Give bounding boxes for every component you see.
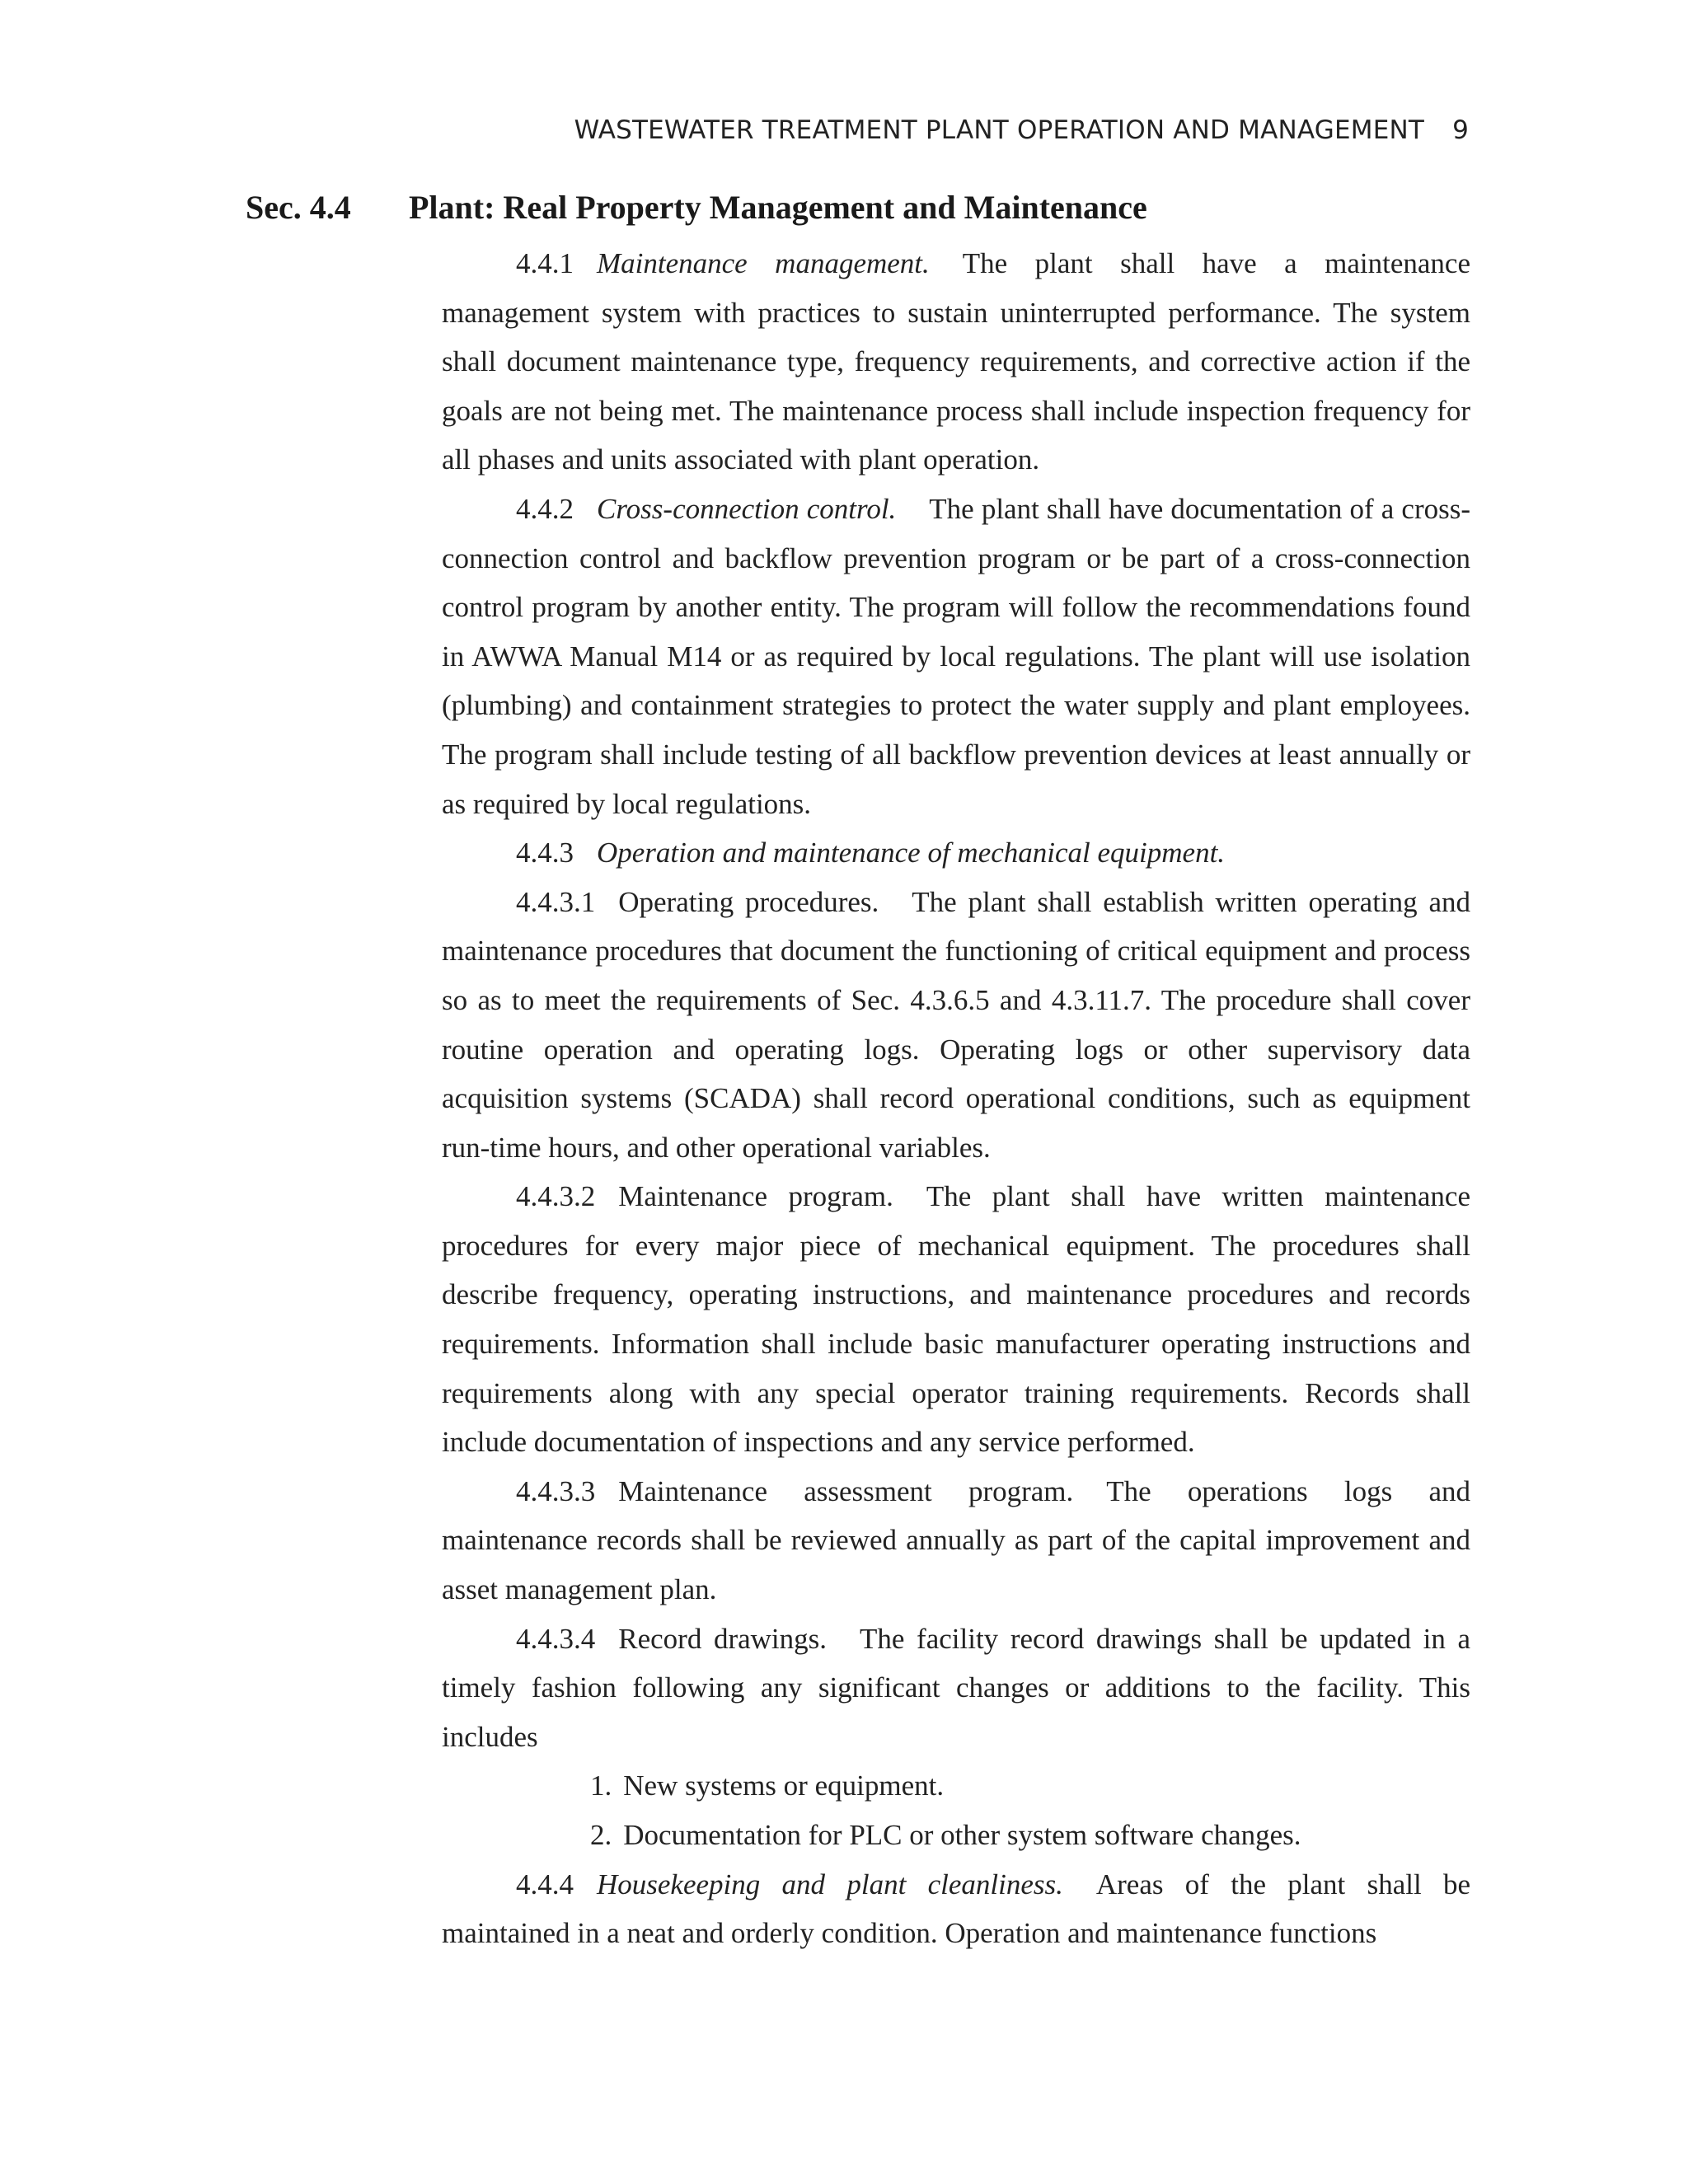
clause-number: 4.4.3.4 (516, 1622, 596, 1655)
clause-heading: Record drawings. (618, 1622, 828, 1655)
clause-heading: Operating procedures. (618, 885, 879, 918)
clause-text: The plant shall have written maintenance procedures for every major piece of mechanical equipment. The procedures shall describe frequency, operating instructions, and maintenance procedures and records requirements. Information shall include basic manufacturer operating instructions and requirements along with any special operator training requirements. Records shall include documentation of inspections and any service performed. (442, 1180, 1471, 1459)
clause-text: The operations logs and maintenance records shall be reviewed annually as part of the capital improvement and asset management plan. (442, 1474, 1470, 1606)
clause-heading: Housekeeping and plant cleanliness. (597, 1868, 1063, 1900)
page-number: 9 (1452, 115, 1469, 145)
clause-text: Areas of the plant shall be maintained in a neat and orderly condition. Operation and maintenance functions (442, 1868, 1471, 1950)
section-body (442, 239, 1470, 1958)
clause-heading: Maintenance management. (597, 247, 930, 279)
clause-number: 4.4.4 (516, 1868, 574, 1900)
running-title: WASTEWATER TREATMENT PLANT OPERATION AND MANAGEMENT (574, 115, 1425, 145)
clause-number: 4.4.3.1 (516, 885, 596, 918)
paragraph-4-4-3-4 (442, 1615, 1470, 1762)
section-title: Plant: Real Property Management and Maintenance (409, 189, 1147, 226)
clause-text: The plant shall have documentation of a cross-connection control and backflow prevention program or be part of a cross-connection control program by another entity. The program will follow the recommendations found in AWWA Manual M14 or as required by local regulations. The plant will use isolation (plumbing) and containment strategies to protect the water supply and plant employees. The program shall include testing of all backflow prevention devices at least annually or as required by local regulations. (442, 492, 1470, 820)
running-header (574, 115, 1469, 145)
clause-number: 4.4.3.3 (516, 1474, 596, 1507)
clause-heading: Maintenance assessment program. (618, 1474, 1074, 1507)
paragraph-4-4-3-1 (442, 878, 1470, 1173)
paragraph-4-4-3 (442, 828, 1470, 878)
list-text: Documentation for PLC or other system software changes. (623, 1819, 1301, 1851)
clause-heading: Maintenance program. (618, 1180, 893, 1213)
clause-text: The plant shall have a maintenance management system with practices to sustain uninterrupted performance. The system shall document maintenance type, frequency requirements, and corrective action if the goals are not being met. The maintenance process shall include inspection frequency for all phases and units associated with plant operation. (442, 247, 1470, 476)
list-number: 2. (590, 1819, 612, 1851)
list-item (442, 1761, 1470, 1811)
paragraph-4-4-3-2 (442, 1172, 1470, 1467)
list-item (442, 1811, 1470, 1860)
list-number: 1. (590, 1769, 612, 1802)
clause-heading: Cross-connection control. (597, 492, 897, 525)
clause-heading: Operation and maintenance of mechanical equipment. (597, 837, 1226, 869)
paragraph-4-4-4 (442, 1860, 1470, 1958)
paragraph-4-4-2 (442, 485, 1470, 828)
paragraph-4-4-1 (442, 239, 1470, 485)
clause-number: 4.4.3.2 (516, 1180, 596, 1213)
clause-number: 4.4.1 (516, 247, 574, 279)
paragraph-4-4-3-3 (442, 1467, 1470, 1615)
clause-text: The facility record drawings shall be updated in a timely fashion following any significant changes or additions to the facility. This includes (442, 1622, 1470, 1753)
clause-text: The plant shall establish written operating and maintenance procedures that document the functioning of critical equipment and process so as to meet the requirements of Sec. 4.3.6.5 and 4.3.11.7. The procedure shall cover routine operation and operating logs. Operating logs or other supervisory data acquisition systems (SCADA) shall record operational conditions, such as equipment run-time hours, and other operational variables. (442, 885, 1470, 1164)
list-text: New systems or equipment. (623, 1769, 945, 1802)
clause-number: 4.4.3 (516, 837, 574, 869)
section-number: Sec. 4.4 (246, 189, 351, 226)
clause-number: 4.4.2 (516, 492, 574, 525)
